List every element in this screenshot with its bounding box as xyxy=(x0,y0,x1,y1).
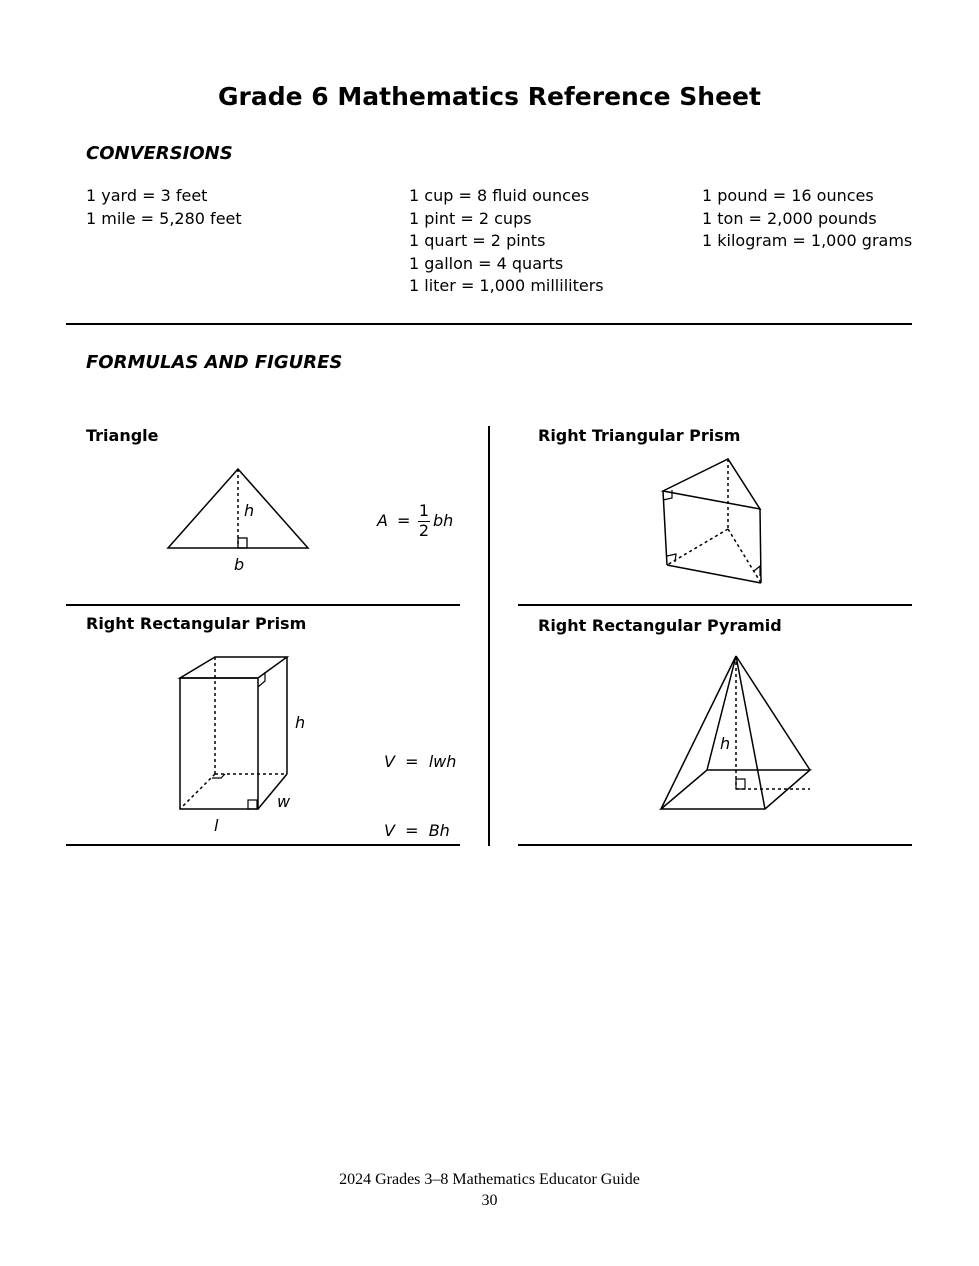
right-angle-marker xyxy=(667,554,676,562)
rectangular-prism-figure xyxy=(170,650,320,840)
pyramid-title: Right Rectangular Pyramid xyxy=(538,616,782,635)
grid-divider-right xyxy=(518,604,912,606)
prism-volume-formulas xyxy=(384,704,456,865)
conversion-item: 1 cup = 8 fluid ounces xyxy=(409,186,590,205)
conversions-heading: CONVERSIONS xyxy=(86,143,233,164)
formula-equals: = xyxy=(397,511,411,530)
prism-hidden-left xyxy=(180,774,215,809)
conversion-item: 1 mile = 5,280 feet xyxy=(86,208,242,228)
prism-edge-bottom xyxy=(667,565,761,583)
right-angle-marker xyxy=(238,538,247,548)
prism-label-w: w xyxy=(277,792,291,811)
right-angle-marker xyxy=(248,800,257,809)
conversion-item: 1 quart = 2 pints xyxy=(409,231,546,250)
prism-edge-left xyxy=(663,491,667,565)
grid-divider-left xyxy=(66,604,460,606)
volume-formula-bh: V = Bh xyxy=(384,821,450,840)
triangular-prism-title: Right Triangular Prism xyxy=(538,426,741,445)
conversions-volume-column xyxy=(409,185,604,298)
page-title: Grade 6 Mathematics Reference Sheet xyxy=(218,82,761,111)
conversion-item: 1 yard = 3 feet xyxy=(86,186,208,205)
formulas-heading: FORMULAS AND FIGURES xyxy=(86,352,343,373)
triangle-figure xyxy=(160,460,320,580)
volume-formula-lwh: V = lwh xyxy=(384,752,457,771)
prism-label-h: h xyxy=(295,713,306,732)
pyramid-figure xyxy=(650,648,820,818)
footer-guide-title: 2024 Grades 3–8 Mathematics Educator Guide xyxy=(339,1171,640,1188)
grid-bottom-right xyxy=(518,844,912,846)
triangle-label-b: b xyxy=(234,555,245,574)
right-angle-marker xyxy=(754,566,760,576)
fraction-numerator: 1 xyxy=(418,501,430,520)
prism-label-l: l xyxy=(214,816,219,835)
formula-lhs: A xyxy=(377,511,388,530)
conversion-item: 1 liter = 1,000 milliliters xyxy=(409,276,604,295)
prism-hidden-left xyxy=(667,529,728,565)
fraction-denominator: 2 xyxy=(418,521,430,540)
prism-top-face xyxy=(663,459,760,509)
grid-vertical-divider xyxy=(488,426,490,846)
formula-rhs: bh xyxy=(433,511,454,530)
conversion-item: 1 pound = 16 ounces xyxy=(702,186,874,205)
triangular-prism-figure xyxy=(650,450,780,590)
pyramid-label-h: h xyxy=(720,734,731,753)
conversion-item: 1 pint = 2 cups xyxy=(409,208,532,228)
section-divider xyxy=(66,323,912,325)
triangle-label-h: h xyxy=(244,501,255,520)
footer-page-number: 30 xyxy=(481,1192,498,1209)
conversions-weight-column xyxy=(702,185,912,253)
pyramid-edge xyxy=(661,656,736,809)
rectangular-prism-title: Right Rectangular Prism xyxy=(86,614,307,633)
conversion-item: 1 ton = 2,000 pounds xyxy=(702,208,877,228)
prism-hidden-right xyxy=(728,529,761,583)
prism-front-face xyxy=(180,678,258,809)
conversion-item: 1 kilogram = 1,000 grams xyxy=(702,231,913,250)
conversion-item: 1 gallon = 4 quarts xyxy=(409,253,564,273)
conversions-length-column xyxy=(86,185,242,230)
right-angle-marker xyxy=(736,779,745,789)
prism-top-face xyxy=(180,657,287,678)
triangle-title: Triangle xyxy=(86,426,159,445)
